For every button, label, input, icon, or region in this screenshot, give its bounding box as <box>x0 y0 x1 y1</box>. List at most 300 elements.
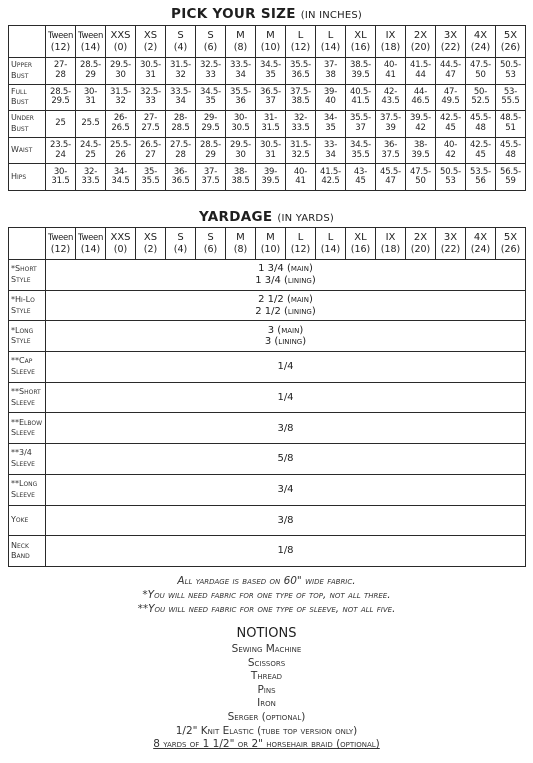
measurement-cell <box>466 84 496 111</box>
measurement-cell <box>226 164 256 191</box>
measurement-value: 36.5 <box>291 69 310 80</box>
measurement-cell <box>376 164 406 191</box>
measurement-cell <box>496 58 526 85</box>
row-label-line: Band <box>11 551 30 561</box>
yardage-subtitle: (IN YARDS) <box>277 213 334 224</box>
measurement-cell <box>256 164 286 191</box>
size-number: (10) <box>260 42 281 53</box>
row-label-line: Style <box>11 305 31 315</box>
size-label: 2X <box>413 30 428 41</box>
measurement-value: 40.5- <box>350 86 371 97</box>
size-label: XS <box>143 30 158 41</box>
size-header-cell <box>466 26 496 58</box>
measurement-cell <box>106 137 136 164</box>
size-number: (4) <box>173 42 188 53</box>
measurement-cell <box>46 164 76 191</box>
measurement-value: 33 <box>205 69 216 80</box>
measurement-value: 42.5- <box>470 140 491 151</box>
measurement-value: 28- <box>173 113 188 124</box>
measurement-value: 29 <box>85 69 96 80</box>
measurement-cell <box>346 58 376 85</box>
row-label-line: **Cap <box>11 356 33 366</box>
size-header-cell <box>316 26 346 58</box>
measurement-cell <box>316 137 346 164</box>
measurement-value: 39- <box>263 166 278 177</box>
measurement-cell <box>436 137 466 164</box>
measurement-value: 51 <box>505 122 516 133</box>
size-number: (12) <box>290 42 311 53</box>
row-label-line: **3/4 <box>11 448 32 458</box>
measurement-value: 30- <box>83 86 98 97</box>
size-number: (14) <box>80 244 101 255</box>
size-label: S <box>207 232 214 243</box>
notion-item: Serger (optional) <box>227 710 306 723</box>
measurement-value: 41.5- <box>320 166 341 177</box>
yardage-value-cell <box>46 413 526 444</box>
notion-item: Sewing Machine <box>231 643 302 655</box>
measurement-cell <box>346 164 376 191</box>
notion-item: 8 yards of 1 1/2" or 2" horsehair braid (optional) <box>153 738 380 751</box>
measurement-cell <box>316 164 346 191</box>
yardage-notes <box>0 574 533 616</box>
measurement-cell <box>46 58 76 85</box>
measurement-value: 35 <box>325 122 336 133</box>
row-label-line: Bust <box>11 123 29 133</box>
size-label: M <box>236 232 245 243</box>
measurement-value: 34 <box>325 149 336 160</box>
size-number: (12) <box>50 244 71 255</box>
measurement-value: 52.5 <box>471 96 490 107</box>
measurement-value: 35 <box>205 96 216 107</box>
measurement-cell <box>406 111 436 138</box>
measurement-cell <box>496 137 526 164</box>
yardage-value-cell <box>46 536 526 567</box>
measurement-value: 27.5 <box>141 122 160 133</box>
size-header-cell <box>256 26 286 58</box>
measurement-cell <box>46 137 76 164</box>
measurement-value: 34 <box>235 69 246 80</box>
row-label-line: Waist <box>11 145 33 155</box>
size-number: (6) <box>203 42 218 53</box>
measurement-value: 33.5 <box>291 122 310 133</box>
yardage-value: 3 (lining) <box>264 336 307 348</box>
measurement-value: 50.5- <box>440 166 461 177</box>
row-label-line: Upper <box>11 60 33 70</box>
measurement-value: 39 <box>385 122 396 133</box>
measurement-value: 50- <box>473 86 488 97</box>
yardage-value: 1 3/4 (lining) <box>255 274 316 286</box>
measurement-value: 40- <box>443 140 458 151</box>
size-number: (16) <box>350 42 371 53</box>
measurement-value: 36.5- <box>260 86 281 97</box>
yardage-value: 5/8 <box>277 453 294 465</box>
yardage-row <box>9 444 526 475</box>
measurement-cell <box>196 58 226 85</box>
size-header-cell <box>286 228 316 260</box>
row-label-cell <box>9 290 46 321</box>
size-label: XL <box>354 232 367 243</box>
measurement-value: 43.5 <box>381 96 400 107</box>
measurement-value: 29- <box>203 113 218 124</box>
yardage-row <box>9 352 526 383</box>
size-number: (0) <box>113 244 128 255</box>
row-label-cell <box>9 413 46 444</box>
size-label: L <box>297 30 304 41</box>
size-label: 2X <box>413 232 428 243</box>
row-label-cell <box>9 58 46 85</box>
yardage-value: 3/4 <box>277 483 294 495</box>
row-label-line: Neck <box>11 540 29 550</box>
row-label-cell <box>9 536 46 567</box>
measurement-cell <box>316 84 346 111</box>
measurement-value: 41.5- <box>410 60 431 71</box>
size-label: Tween <box>47 31 74 41</box>
measurement-value: 25.5 <box>81 118 100 129</box>
row-label-line: Bust <box>11 97 29 107</box>
size-header-cell <box>406 26 436 58</box>
measurement-cell <box>136 58 166 85</box>
measurement-value: 40- <box>293 166 308 177</box>
size-header-cell <box>496 26 526 58</box>
size-label: L <box>327 30 334 41</box>
yardage-value-cell <box>46 382 526 413</box>
yardage-row <box>9 474 526 505</box>
header-corner-cell <box>9 228 46 260</box>
notion-item: 1/2" Knit Elastic (tube top version only) <box>175 724 358 737</box>
measurement-value: 27 <box>145 149 156 160</box>
measurement-value: 34.5 <box>111 176 130 187</box>
measurement-value: 38.5 <box>231 176 250 187</box>
measurement-cell <box>286 164 316 191</box>
measurement-value: 32- <box>83 166 98 177</box>
measurement-value: 33.5 <box>81 176 100 187</box>
size-number: (24) <box>470 244 491 255</box>
measurement-value: 26- <box>113 113 128 124</box>
measurement-value: 53- <box>503 86 518 97</box>
measurement-cell <box>76 84 106 111</box>
measurement-cell <box>286 84 316 111</box>
measurement-value: 30- <box>53 166 68 177</box>
size-label: S <box>207 30 214 41</box>
size-header-cell <box>136 228 166 260</box>
measurement-cell <box>256 84 286 111</box>
row-label-cell <box>9 444 46 475</box>
measurement-cell <box>166 58 196 85</box>
yardage-title-text: YARDAGE <box>199 209 273 225</box>
measurement-value: 45 <box>355 176 366 187</box>
size-number: (18) <box>380 42 401 53</box>
measurement-value: 30- <box>233 113 248 124</box>
measurement-cell <box>76 164 106 191</box>
measurement-value: 37 <box>355 122 366 133</box>
size-header-row <box>9 26 526 58</box>
measurement-value: 48 <box>505 149 516 160</box>
measurement-value: 31.5- <box>290 140 311 151</box>
measurement-cell <box>466 58 496 85</box>
row-label-cell <box>9 137 46 164</box>
size-label: Tween <box>47 233 74 243</box>
measurement-value: 59 <box>505 176 516 187</box>
size-header-cell <box>376 26 406 58</box>
measurement-cell <box>376 58 406 85</box>
measurement-value: 34- <box>113 166 128 177</box>
measurement-cell <box>196 164 226 191</box>
size-label: M <box>266 30 275 41</box>
measurement-value: 28 <box>175 149 186 160</box>
size-number: (2) <box>143 42 158 53</box>
row-label-line: *Short <box>11 264 37 274</box>
measurement-value: 35.5- <box>230 86 251 97</box>
size-header-cell <box>166 26 196 58</box>
measurement-value: 29 <box>205 149 216 160</box>
measurement-value: 29.5 <box>201 122 220 133</box>
measurement-value: 34.5- <box>200 86 221 97</box>
size-chart-subtitle: (IN INCHES) <box>300 10 362 21</box>
measurement-value: 55.5 <box>501 96 520 107</box>
measurement-cell <box>376 84 406 111</box>
measurement-cell <box>436 58 466 85</box>
yardage-title <box>0 209 533 225</box>
measurement-value: 47 <box>385 176 396 187</box>
measurement-value: 44.5- <box>440 60 461 71</box>
measurement-value: 42- <box>383 86 398 97</box>
size-header-cell <box>496 228 526 260</box>
size-label: Tween <box>77 31 104 41</box>
size-number: (26) <box>500 244 521 255</box>
measurement-value: 31 <box>265 149 276 160</box>
measurement-cell <box>166 137 196 164</box>
size-number: (8) <box>233 244 248 255</box>
measurement-value: 53 <box>505 69 516 80</box>
measurement-cell <box>286 58 316 85</box>
measurement-value: 45 <box>445 122 456 133</box>
measurement-cell <box>166 111 196 138</box>
measurement-value: 25 <box>55 118 66 129</box>
size-number: (10) <box>260 244 281 255</box>
yardage-row <box>9 260 526 291</box>
size-label: M <box>236 30 245 41</box>
measurement-cell <box>196 84 226 111</box>
measurement-value: 38- <box>413 140 428 151</box>
size-label: 5X <box>503 232 518 243</box>
measurement-value: 26 <box>115 149 126 160</box>
measurement-cell <box>226 58 256 85</box>
measurement-value: 33- <box>323 140 338 151</box>
size-chart-table <box>8 25 526 191</box>
measurement-cell <box>406 58 436 85</box>
measurement-cell <box>196 111 226 138</box>
measurement-value: 36- <box>173 166 188 177</box>
measurement-value: 29.5- <box>230 140 251 151</box>
row-label-line: Style <box>11 274 31 284</box>
row-label-line: **Long <box>11 479 38 489</box>
measurement-value: 23.5- <box>50 140 71 151</box>
yardage-row <box>9 413 526 444</box>
row-label-cell <box>9 111 46 138</box>
yardage-value: 1/8 <box>277 545 294 557</box>
note-fabric-width: All yardage is based on 60" wide fabric. <box>177 575 356 587</box>
measurement-value: 39.5 <box>411 149 430 160</box>
measurement-cell <box>436 111 466 138</box>
measurement-value: 35.5- <box>350 113 371 124</box>
note-sleeve-type: **You will need fabric for one type of sleeve, not all five. <box>137 603 396 615</box>
size-header-cell <box>466 228 496 260</box>
measurement-value: 41 <box>385 69 396 80</box>
size-label: 4X <box>473 232 488 243</box>
yardage-value-cell <box>46 444 526 475</box>
size-number: (22) <box>440 244 461 255</box>
measurement-value: 35 <box>265 69 276 80</box>
measurement-value: 32.5- <box>200 60 221 71</box>
size-header-cell <box>226 228 256 260</box>
size-number: (26) <box>500 42 521 53</box>
size-chart-title <box>0 6 533 22</box>
measurement-value: 28.5- <box>80 60 101 71</box>
measurement-value: 50 <box>415 176 426 187</box>
size-chart-title-text: PICK YOUR SIZE <box>171 6 296 22</box>
measurement-cell <box>106 111 136 138</box>
size-number: (24) <box>470 42 491 53</box>
measurement-value: 25 <box>85 149 96 160</box>
measurement-cell <box>196 137 226 164</box>
measurement-value: 33 <box>145 96 156 107</box>
measurement-value: 27- <box>53 60 68 71</box>
size-header-cell <box>256 228 286 260</box>
size-label: S <box>177 232 184 243</box>
size-label: L <box>297 232 304 243</box>
measurement-cell <box>346 84 376 111</box>
size-header-cell <box>376 228 406 260</box>
measurement-value: 28.5 <box>171 122 190 133</box>
notion-item: Iron <box>257 697 276 710</box>
measurement-value: 45.5- <box>500 140 521 151</box>
measurement-value: 35- <box>143 166 158 177</box>
measurement-cell <box>496 84 526 111</box>
size-header-cell <box>346 26 376 58</box>
size-label: XS <box>143 232 158 243</box>
yardage-row <box>9 290 526 321</box>
size-header-cell <box>136 26 166 58</box>
measurement-value: 26.5- <box>140 140 161 151</box>
measurement-value: 42 <box>445 149 456 160</box>
measurement-value: 27.5- <box>170 140 191 151</box>
size-label: 3X <box>443 232 458 243</box>
measurement-cell <box>166 84 196 111</box>
size-label: XXS <box>110 30 131 41</box>
measurement-value: 31 <box>145 69 156 80</box>
yardage-value-cell <box>46 260 526 291</box>
measurement-value: 34.5- <box>260 60 281 71</box>
measurement-value: 31.5 <box>51 176 70 187</box>
measurement-value: 30 <box>235 149 246 160</box>
size-header-cell <box>76 228 106 260</box>
measurement-value: 35.5 <box>351 149 370 160</box>
measurement-value: 37.5- <box>380 113 401 124</box>
measurement-cell <box>316 111 346 138</box>
row-label-cell <box>9 382 46 413</box>
yardage-value: 2 1/2 (lining) <box>255 305 316 317</box>
measurement-cell <box>46 111 76 138</box>
row-label-line: Sleeve <box>11 397 35 407</box>
size-number: (4) <box>173 244 188 255</box>
size-label: 3X <box>443 30 458 41</box>
notions-title: NOTIONS <box>236 626 297 641</box>
measurement-value: 47- <box>443 86 458 97</box>
measurement-value: 34 <box>175 96 186 107</box>
measurement-value: 39.5 <box>351 69 370 80</box>
measurement-value: 53 <box>445 176 456 187</box>
size-number: (0) <box>113 42 128 53</box>
measurement-value: 36.5 <box>171 176 190 187</box>
size-label: IX <box>385 30 396 41</box>
row-label-cell <box>9 474 46 505</box>
row-label-cell <box>9 352 46 383</box>
measurement-value: 37- <box>203 166 218 177</box>
row-label-line: Sleeve <box>11 458 35 468</box>
size-header-cell <box>196 228 226 260</box>
size-label: M <box>266 232 275 243</box>
measurement-value: 32.5- <box>140 86 161 97</box>
measurement-value: 30.5- <box>260 140 281 151</box>
measurement-value: 31- <box>263 113 278 124</box>
measurement-cell <box>136 84 166 111</box>
yardage-value-cell <box>46 474 526 505</box>
measurement-cell <box>376 111 406 138</box>
notion-item: Pins <box>257 683 276 696</box>
measurement-value: 47.5- <box>470 60 491 71</box>
yardage-row <box>9 321 526 352</box>
measurement-value: 37.5 <box>201 176 220 187</box>
measurement-row <box>9 111 526 138</box>
measurement-cell <box>466 111 496 138</box>
measurement-value: 35.5 <box>141 176 160 187</box>
measurement-value: 50 <box>475 69 486 80</box>
measurement-cell <box>76 111 106 138</box>
measurement-cell <box>496 164 526 191</box>
size-header-cell <box>436 26 466 58</box>
measurement-row <box>9 84 526 111</box>
measurement-value: 45 <box>475 149 486 160</box>
size-header-cell <box>76 26 106 58</box>
size-header-cell <box>46 26 76 58</box>
row-label-cell <box>9 321 46 352</box>
measurement-cell <box>136 111 166 138</box>
measurement-value: 32 <box>175 69 186 80</box>
measurement-cell <box>346 111 376 138</box>
measurement-value: 37 <box>265 96 276 107</box>
row-label-line: Style <box>11 336 31 346</box>
size-header-cell <box>226 26 256 58</box>
measurement-value: 33.5- <box>170 86 191 97</box>
size-number: (2) <box>143 244 158 255</box>
size-label: XXS <box>110 232 131 243</box>
size-number: (22) <box>440 42 461 53</box>
size-header-cell <box>166 228 196 260</box>
measurement-row <box>9 58 526 85</box>
row-label-cell <box>9 164 46 191</box>
measurement-value: 37- <box>323 60 338 71</box>
row-label-line: Hips <box>11 171 27 181</box>
row-label-line: **Elbow <box>11 417 43 427</box>
row-label-line: Full <box>11 86 27 96</box>
measurement-value: 40- <box>383 60 398 71</box>
measurement-value: 48.5- <box>500 113 521 124</box>
measurement-value: 43- <box>353 166 368 177</box>
yardage-table <box>8 227 526 567</box>
measurement-row <box>9 164 526 191</box>
measurement-value: 28 <box>55 69 66 80</box>
measurement-value: 46.5 <box>411 96 430 107</box>
